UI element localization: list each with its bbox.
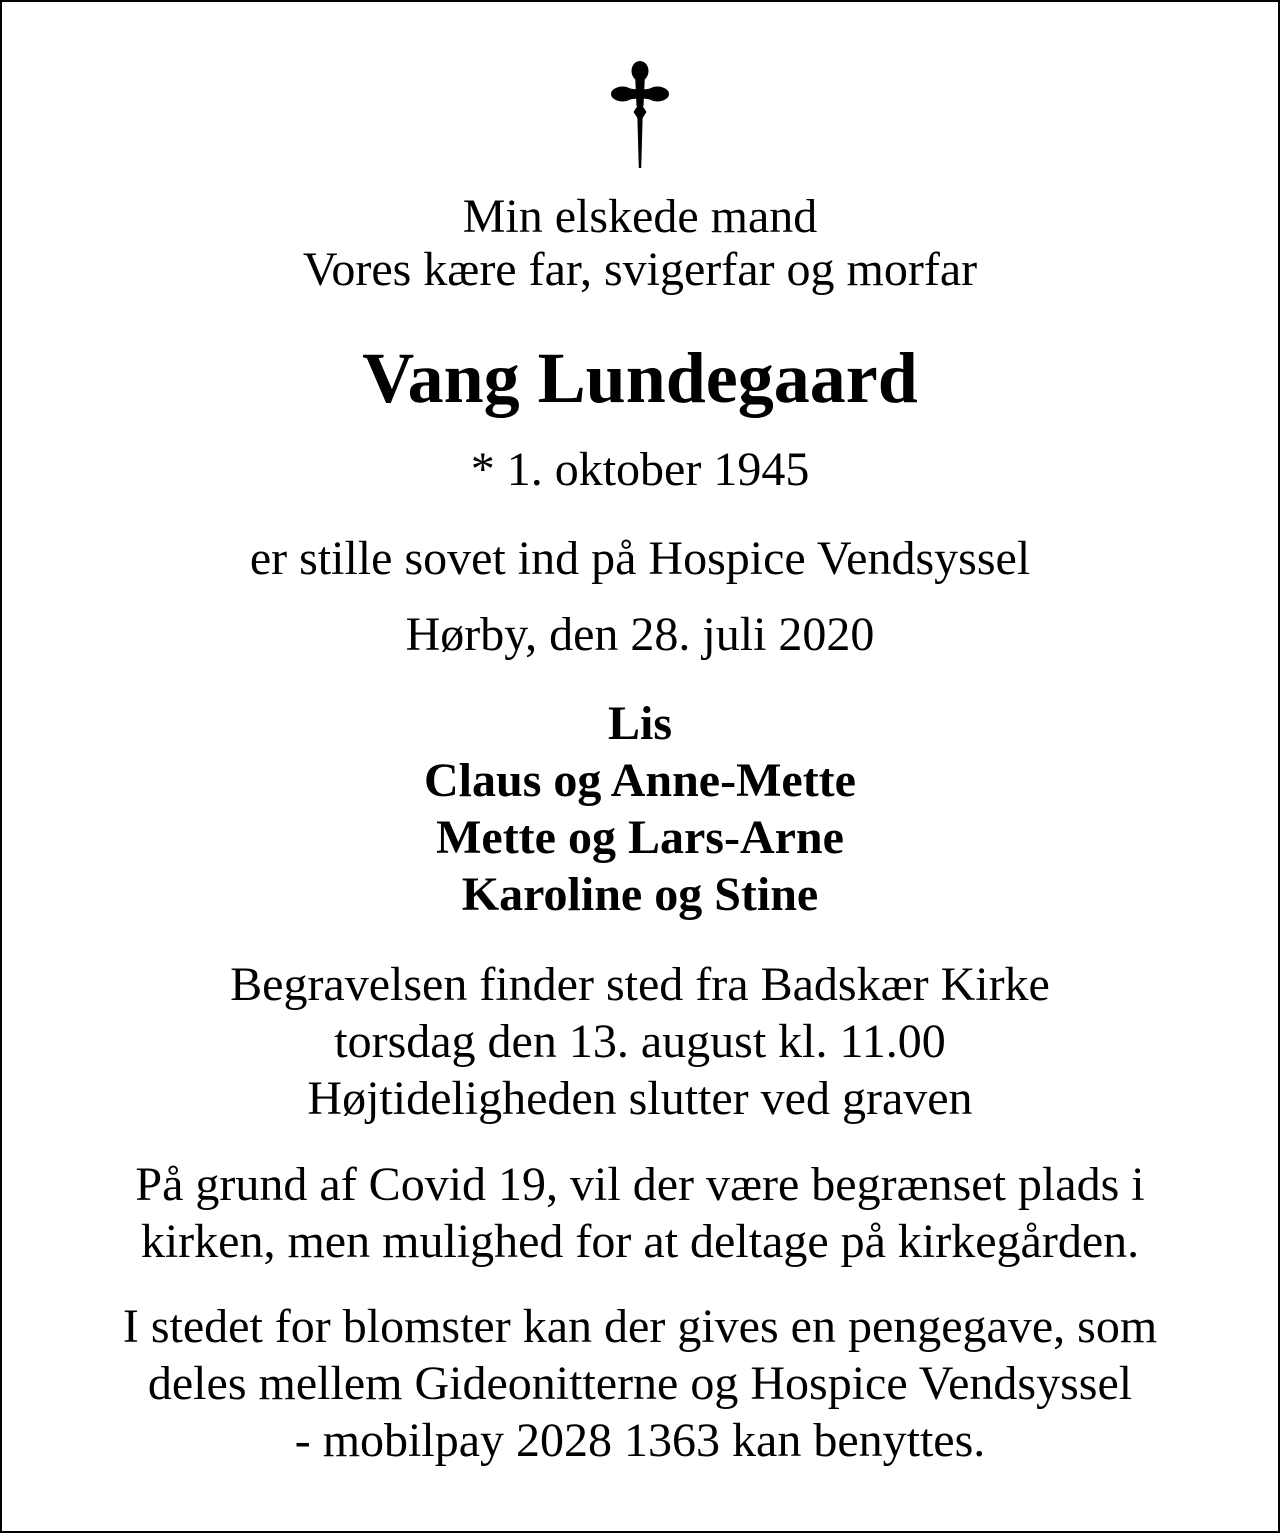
- mourners-list: [2, 695, 1278, 923]
- funeral-line-2: torsdag den 13. august kl. 11.00: [334, 1015, 946, 1068]
- covid-line-1: På grund af Covid 19, vil der være begrænset plads i: [135, 1158, 1145, 1211]
- death-statement-line: er stille sovet ind på Hospice Vendsyssel: [249, 532, 1031, 585]
- covid-notice: [2, 1156, 1278, 1270]
- intro-line-1: Min elskede mand: [462, 190, 818, 243]
- donation-line-3: - mobilpay 2028 1363 kan benyttes.: [294, 1414, 986, 1467]
- mourner-line-4: Karoline og Stine: [461, 868, 819, 921]
- funeral-line-3: Højtideligheden slutter ved graven: [307, 1072, 973, 1125]
- memorial-cross-icon: [611, 60, 669, 170]
- birth-date-line: * 1. oktober 1945: [470, 443, 810, 496]
- intro-lines: [2, 190, 1278, 296]
- mourner-line-3: Mette og Lars-Arne: [436, 811, 844, 864]
- donation-notice: [2, 1298, 1278, 1469]
- place-date-line: Hørby, den 28. juli 2020: [405, 608, 875, 661]
- mourner-line-2: Claus og Anne-Mette: [424, 754, 856, 807]
- mourner-line-1: Lis: [607, 697, 673, 750]
- donation-line-1: I stedet for blomster kan der gives en pengegave, som: [122, 1300, 1158, 1353]
- funeral-details: [2, 956, 1278, 1127]
- intro-line-2: Vores kære far, svigerfar og morfar: [302, 243, 978, 296]
- covid-line-2: kirken, men mulighed for at deltage på kirkegården.: [140, 1215, 1140, 1268]
- funeral-line-1: Begravelsen finder sted fra Badskær Kirke: [230, 958, 1050, 1011]
- deceased-name: Vang Lundegaard: [362, 338, 918, 418]
- donation-line-2: deles mellem Gideonitterne og Hospice Vendsyssel: [147, 1357, 1133, 1410]
